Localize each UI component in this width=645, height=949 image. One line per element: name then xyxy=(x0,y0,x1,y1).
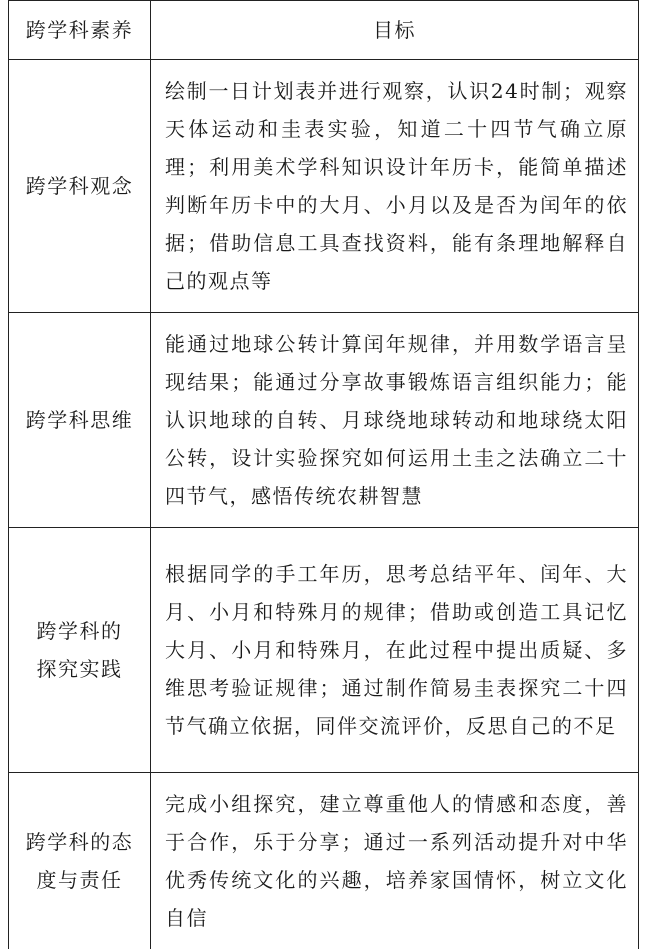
row-content: 绘制一日计划表并进行观察，认识24时制；观察天体运动和圭表实验，知道二十四节气确立原理；利用美术学科知识设计年历卡，能简单描述判断年历卡中的大月、小月以及是否为闰年的依据；借助信息工具查找资料，能有条理地解释自己的观点等 xyxy=(151,60,639,313)
row-label-line-1: 跨学科的态 xyxy=(17,823,142,861)
row-label-cell xyxy=(9,773,151,949)
header-literacy: 跨学科素养 xyxy=(9,1,151,60)
row-label-line-2: 度与责任 xyxy=(17,861,142,899)
table-row xyxy=(9,313,639,528)
row-label: 跨学科思维 xyxy=(17,401,142,439)
row-content: 完成小组探究，建立尊重他人的情感和态度，善于合作，乐于分享；通过一系列活动提升对中华优秀传统文化的兴趣，培养家国情怀，树立文化自信 xyxy=(151,773,639,949)
row-label-line-2: 探究实践 xyxy=(17,650,142,688)
row-label-cell xyxy=(9,528,151,773)
table-row xyxy=(9,60,639,313)
row-content: 能通过地球公转计算闰年规律，并用数学语言呈现结果；能通过分享故事锻炼语言组织能力；能认识地球的自转、月球绕地球转动和地球绕太阳公转，设计实验探究如何运用土圭之法确立二十四节气，感悟传统农耕智慧 xyxy=(151,313,639,528)
goals-table-container xyxy=(8,0,638,949)
row-label-line-1: 跨学科的 xyxy=(17,612,142,650)
literacy-goals-table xyxy=(8,0,639,949)
table-row xyxy=(9,528,639,773)
row-content: 根据同学的手工年历，思考总结平年、闰年、大月、小月和特殊月的规律；借助或创造工具记忆大月、小月和特殊月，在此过程中提出质疑、多维思考验证规律；通过制作简易圭表探究二十四节气确立依据，同伴交流评价，反思自己的不足 xyxy=(151,528,639,773)
table-row xyxy=(9,773,639,949)
row-label-cell xyxy=(9,60,151,313)
table-header-row xyxy=(9,1,639,60)
header-goal: 目标 xyxy=(151,1,639,60)
row-label-cell xyxy=(9,313,151,528)
row-label: 跨学科观念 xyxy=(17,167,142,205)
